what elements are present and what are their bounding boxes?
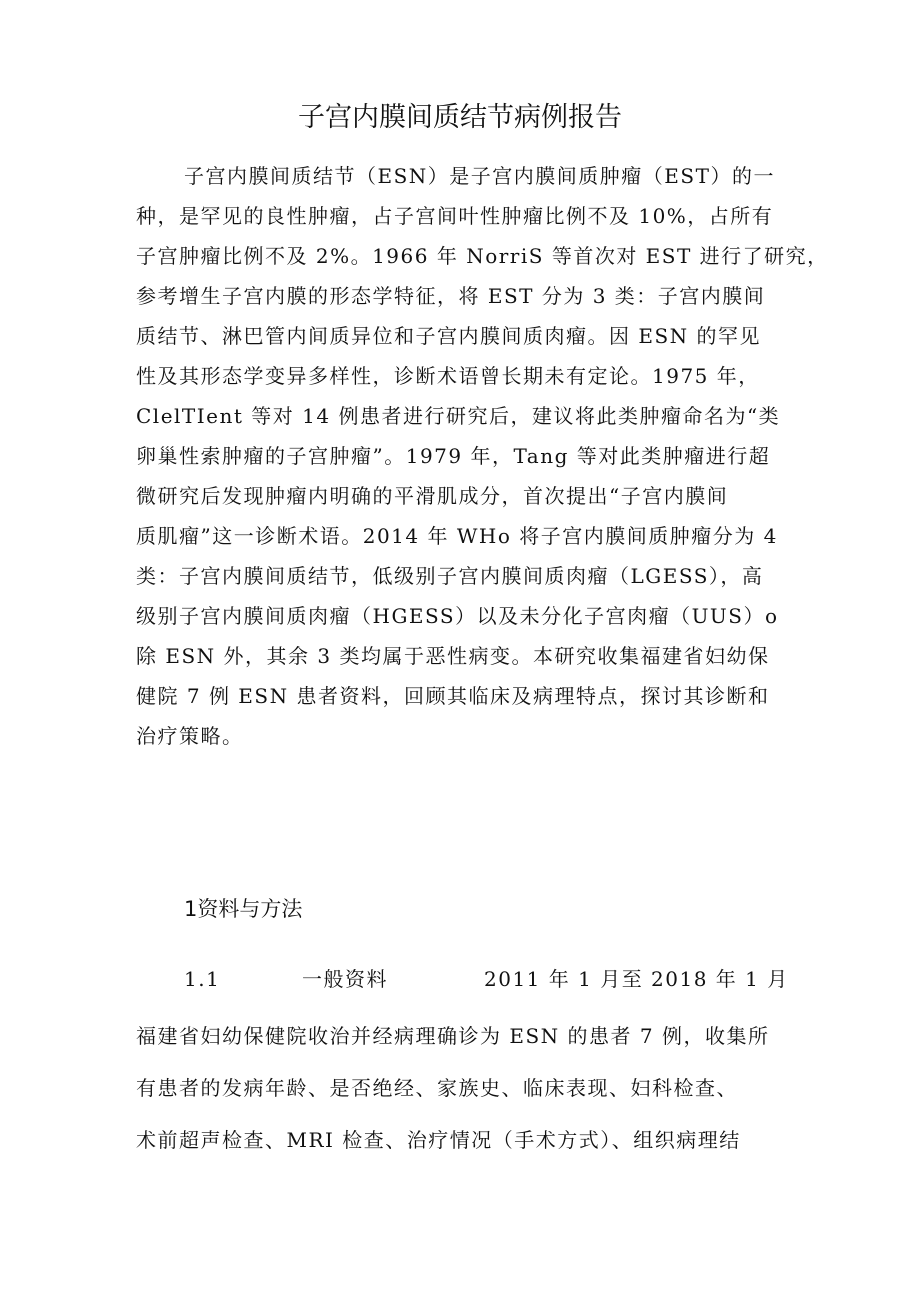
subsection-heading-row — [184, 959, 804, 999]
paragraph-line: 健院 7 例 ESN 患者资料，回顾其临床及病理特点，探讨其诊断和 — [136, 684, 770, 708]
paragraph-line: 种，是罕见的良性肿瘤，占子宫间叶性肿瘤比例不及 10%，占所有 — [136, 204, 774, 228]
paragraph-line: 子宫内膜间质结节（ESN）是子宫内膜间质肿瘤（EST）的一 — [184, 164, 775, 188]
paragraph-line: 子宫肿瘤比例不及 2%。1966 年 NorriS 等首次对 EST 进行了研究， — [136, 244, 829, 268]
subsection-lead-text: 2011 年 1 月至 2018 年 1 月 — [484, 967, 789, 991]
paragraph-line: 术前超声检查、MRI 检查、治疗情况（手术方式）、组织病理结 — [136, 1128, 741, 1152]
section-heading: 1资料与方法 — [184, 897, 303, 921]
paragraph-line: ClelTIent 等对 14 例患者进行研究后，建议将此类肿瘤命名为“类 — [136, 404, 781, 428]
paragraph-line: 质结节、淋巴管内间质异位和子宫内膜间质肉瘤。因 ESN 的罕见 — [136, 324, 762, 348]
paragraph-line: 级别子宫内膜间质肉瘤（HGESS）以及未分化子宫肉瘤（UUS）o — [136, 604, 779, 628]
methods-paragraph — [136, 1010, 796, 1166]
paragraph-line: 质肌瘤”这一诊断术语。2014 年 WHo 将子宫内膜间质肿瘤分为 4 — [136, 524, 778, 548]
document-title: 子宫内膜间质结节病例报告 — [298, 102, 622, 133]
paragraph-line: 微研究后发现肿瘤内明确的平滑肌成分，首次提出“子宫内膜间 — [136, 484, 729, 508]
paragraph-line: 有患者的发病年龄、是否绝经、家族史、临床表现、妇科检查、 — [136, 1076, 738, 1100]
paragraph-line: 参考增生子宫内膜的形态学特征，将 EST 分为 3 类：子宫内膜间 — [136, 284, 766, 308]
paragraph-line: 福建省妇幼保健院收治并经病理确诊为 ESN 的患者 7 例，收集所 — [136, 1024, 770, 1048]
paragraph-line: 治疗策略。 — [136, 724, 244, 748]
subsection-number: 1.1 — [184, 967, 221, 991]
paragraph-line: 卵巢性索肿瘤的子宫肿瘤”。1979 年，Tang 等对此类肿瘤进行超 — [136, 444, 771, 468]
subsection-title: 一般资料 — [302, 967, 388, 991]
paragraph-line: 类：子宫内膜间质结节，低级别子宫内膜间质肉瘤（LGESS），高 — [136, 564, 764, 588]
intro-paragraph — [136, 156, 829, 756]
paragraph-line: 性及其形态学变异多样性，诊断术语曾长期未有定论。1975 年， — [136, 364, 760, 388]
paragraph-line: 除 ESN 外，其余 3 类均属于恶性病变。本研究收集福建省妇幼保 — [136, 644, 770, 668]
